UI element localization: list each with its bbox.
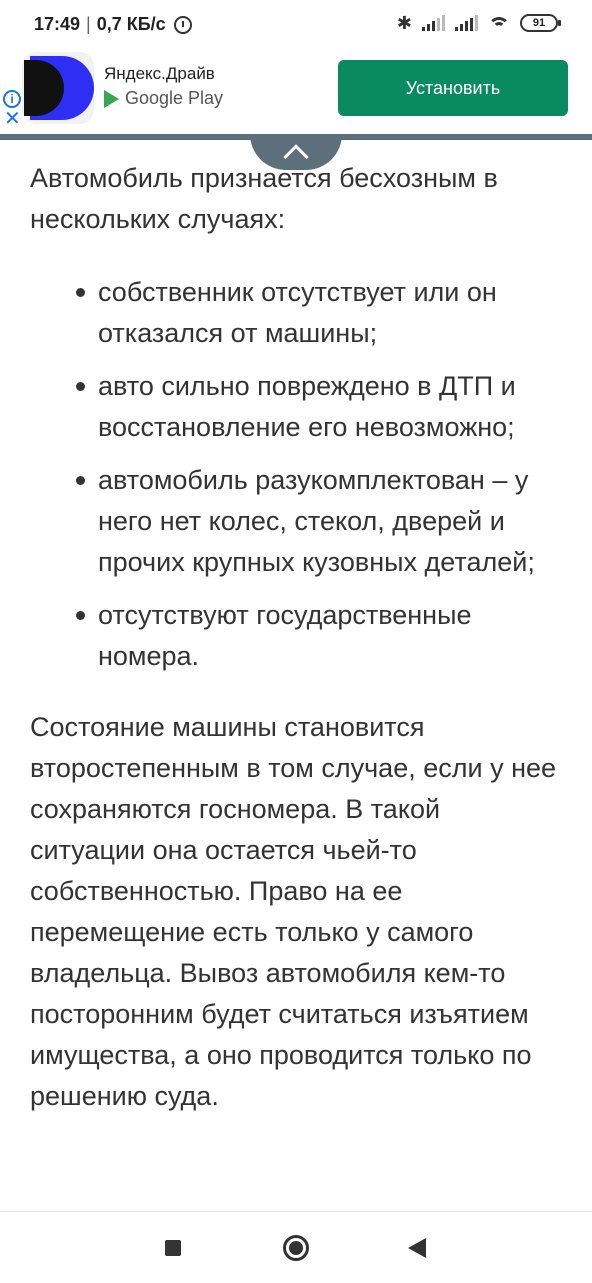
status-bar (0, 0, 592, 48)
ad-close-icon[interactable]: ✕ (4, 108, 21, 130)
app-logo[interactable] (22, 52, 94, 124)
google-play-icon (104, 90, 119, 108)
list-item: авто сильно повреждено в ДТП и восстановление его невозможно; (98, 366, 560, 448)
ad-banner[interactable] (0, 48, 592, 134)
article-body (30, 158, 560, 1117)
status-separator: | (86, 14, 91, 34)
recent-apps-button[interactable] (165, 1240, 181, 1256)
home-button[interactable] (283, 1235, 309, 1261)
network-speed: 0,7 КБ/с (96, 14, 166, 34)
ad-info-icon[interactable]: i (3, 90, 21, 108)
article-paragraph: Состояние машины становится второстепенным в том случае, если у нее сохраняются госномера. В такой ситуации она остается чьей-то собственностью. Право на ее перемещение есть только у самого владельца. Вывоз автомобиля кем-то посторонним будет считаться изъятием имущества, а оно проводится только по решению суда. (30, 712, 557, 1111)
ad-app-name[interactable]: Яндекс.Драйв (104, 64, 215, 83)
google-play-badge[interactable] (104, 88, 223, 109)
battery-icon: 91 (520, 14, 558, 32)
alarm-icon (174, 16, 192, 34)
google-play-label: Google Play (125, 88, 224, 108)
list-item: собственник отсутствует или он отказался от машины; (98, 272, 560, 354)
signal-icon-2 (455, 15, 478, 31)
wifi-icon (488, 15, 510, 31)
navigation-bar (0, 1211, 592, 1283)
list-item: автомобиль разукомплектован – у него нет колес, стекол, дверей и прочих крупных кузовных деталей; (98, 460, 560, 583)
install-button[interactable]: Установить (338, 60, 568, 116)
bluetooth-icon: ✱ (396, 13, 412, 33)
status-right (397, 14, 558, 32)
status-left (34, 14, 192, 35)
back-button[interactable] (408, 1238, 426, 1258)
list-item: отсутствуют государственные номера. (98, 595, 560, 677)
signal-icon (422, 15, 445, 31)
bullet-list (30, 272, 560, 677)
status-time: 17:49 (34, 14, 81, 34)
article-intro: Автомобиль признается бесхозным в нескольких случаях: (30, 163, 498, 234)
